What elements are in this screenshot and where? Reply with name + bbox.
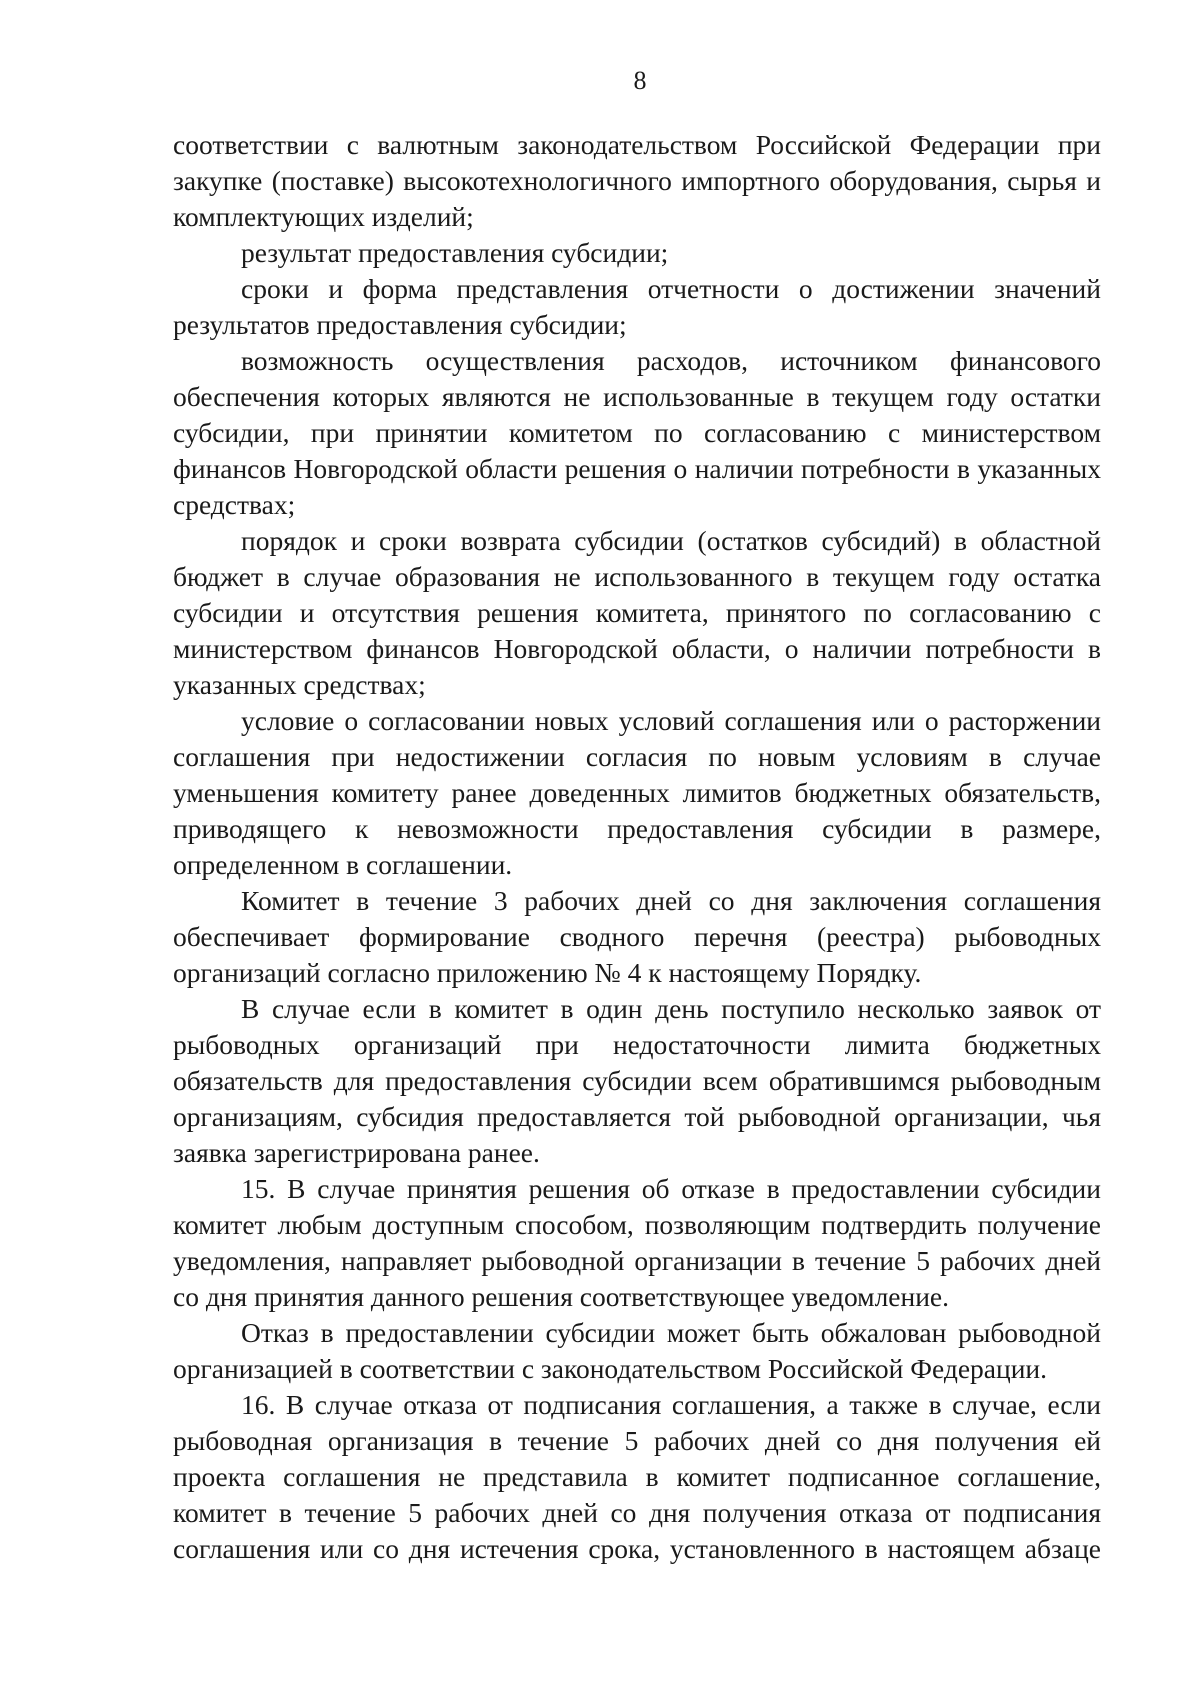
paragraph-appeal: Отказ в предоставлении субсидии может быть обжалован рыбоводной организацией в соответствии с законодательством Российской Федерации. <box>173 1317 1101 1384</box>
paragraph-clause-15: 15. В случае принятия решения об отказе в предоставлении субсидии комитет любым доступным способом, позволяющим подтвердить получение уведомления, направляет рыбоводной организации в течение 5 рабочих дней со дня принятия данного решения соответствующее уведомление. <box>173 1173 1101 1312</box>
page-number: 8 <box>633 66 647 95</box>
paragraph-multiple-applications: В случае если в комитет в один день поступило несколько заявок от рыбоводных организаций при недостаточности лимита бюджетных обязательств для предоставления субсидии всем обратившимся рыбоводным организациям, субсидия предоставляется той рыбоводной организации, чья заявка зарегистрирована ранее. <box>173 993 1101 1168</box>
paragraph-registry: Комитет в течение 3 рабочих дней со дня заключения соглашения обеспечивает формирование сводного перечня (реестра) рыбоводных организаций согласно приложению № 4 к настоящему Порядку. <box>173 885 1101 988</box>
paragraph-return: порядок и сроки возврата субсидии (остатков субсидий) в областной бюджет в случае образования не использованного в текущем году остатка субсидии и отсутствия решения комитета, принятого по согласованию с министерством финансов Новгородской области, о наличии потребности в указанных средствах; <box>173 525 1101 700</box>
paragraph-expenses: возможность осуществления расходов, источником финансового обеспечения которых являются не использованные в текущем году остатки субсидии, при принятии комитетом по согласованию с министерством финансов Новгородской области решения о наличии потребности в указанных средствах; <box>173 345 1101 520</box>
paragraph-clause-16: 16. В случае отказа от подписания соглашения, а также в случае, если рыбоводная организация в течение 5 рабочих дней со дня получения ей проекта соглашения не представила в комитет подписанное соглашение, комитет в течение 5 рабочих дней со дня получения отказа от подписания соглашения или со дня истечения срока, установленного в настоящем абзаце <box>173 1389 1101 1564</box>
paragraph-agreement-conditions: условие о согласовании новых условий соглашения или о расторжении соглашения при недостижении согласия по новым условиям в случае уменьшения комитету ранее доведенных лимитов бюджетных обязательств, приводящего к невозможности предоставления субсидии в размере, определенном в соглашении. <box>173 705 1101 880</box>
paragraph-reporting: сроки и форма представления отчетности о достижении значений результатов предоставления субсидии; <box>173 273 1101 340</box>
paragraph-continuation: соответствии с валютным законодательством Российской Федерации при закупке (поставке) высокотехнологичного импортного оборудования, сырья и комплектующих изделий; <box>173 129 1101 232</box>
document-body <box>173 127 1101 1567</box>
paragraph-result: результат предоставления субсидии; <box>241 237 669 268</box>
